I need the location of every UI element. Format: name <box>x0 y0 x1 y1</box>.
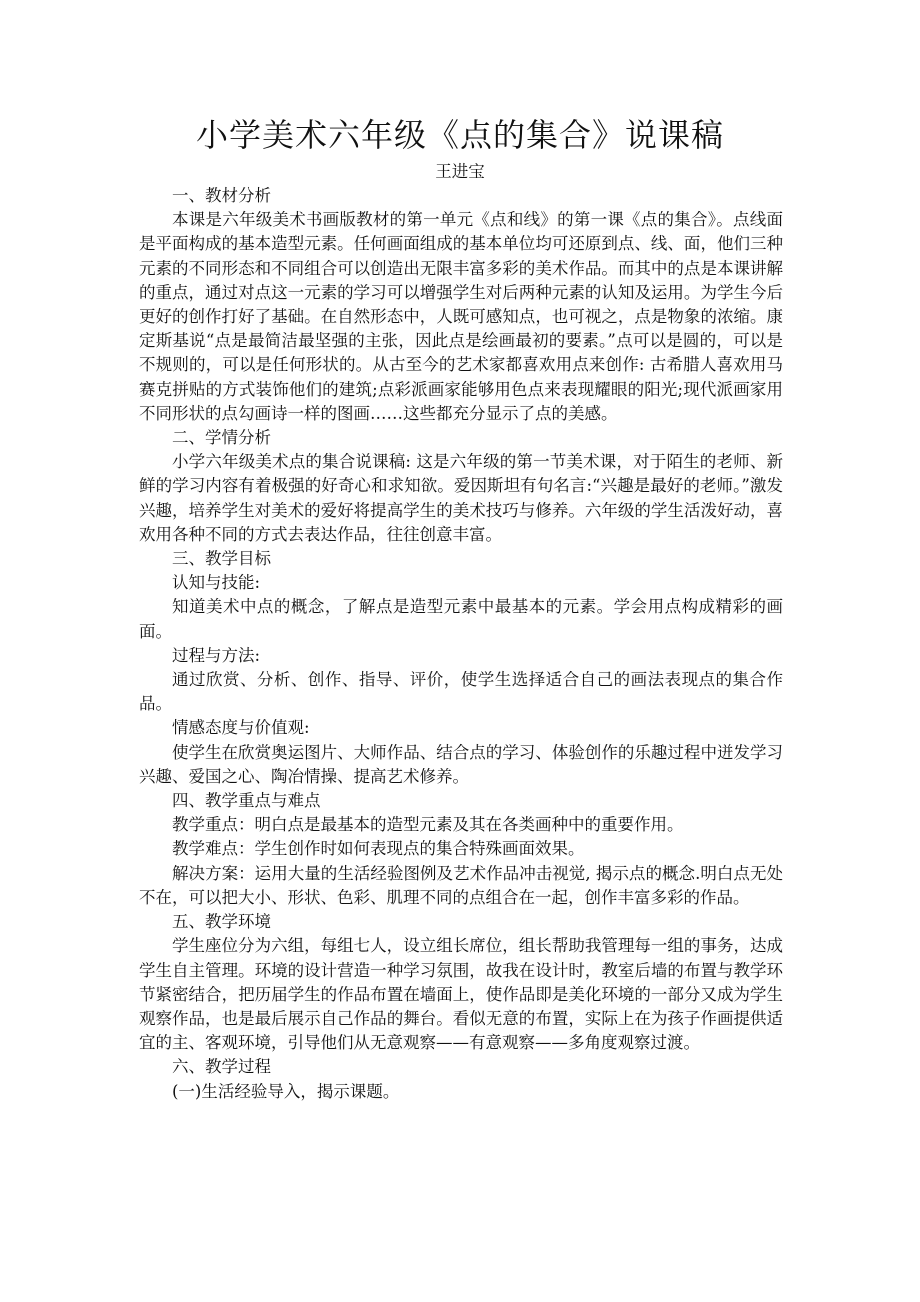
paragraph: 教学难点：学生创作时如何表现点的集合特殊画面效果。 <box>172 839 585 859</box>
paragraph: 使学生在欣赏奥运图片、大师作品、结合点的学习、体验创作的乐趣过程中迸发学习兴趣、爱国之心、陶冶情操、提高艺术修养。 <box>139 742 783 786</box>
section-heading: 三、教学目标 <box>172 549 271 569</box>
paragraph: 学生座位分为六组，每组七人，设立组长席位，组长帮助我管理每一组的事务，达成学生自主管理。环境的设计营造一种学习氛围，故我在设计时，教室后墙的布置与教学环节紧密结合，把历届学生的作品布置在墙面上，使作品即是美化环境的一部分又成为学生观察作品，也是最后展示自己作品的舞台。看似无意的布置，实际上在为孩子作画提供适宜的主、客观环境，引导他们从无意观察——有意观察——多角度观察过渡。 <box>139 936 783 1053</box>
paragraph: 解决方案：运用大量的生活经验图例及艺术作品冲击视觉, 揭示点的概念.明白点无处不在，可以把大小、形状、色彩、肌理不同的点组合在一起，创作丰富多彩的作品。 <box>139 863 783 907</box>
document-body <box>139 184 783 1104</box>
author-name: 王进宝 <box>435 162 485 181</box>
paragraph: 小学六年级美术点的集合说课稿: 这是六年级的第一节美术课，对于陌生的老师、新鲜的学习内容有着极强的好奇心和求知欲。爱因斯坦有句名言:“兴趣是最好的老师。”激发兴趣，培养学生对美术的爱好将提高学生的美术技巧与修养。六年级的学生活泼好动，喜欢用各种不同的方式去表达作品，往往创意丰富。 <box>139 452 783 544</box>
paragraph: 本课是六年级美术书画版教材的第一单元《点和线》的第一课《点的集合》。点线面是平面构成的基本造型元素。任何画面组成的基本单位均可还原到点、线、面，他们三种元素的不同形态和不同组合可以创造出无限丰富多彩的美术作品。而其中的点是本课讲解的重点，通过对点这一元素的学习可以增强学生对后两种元素的认知及运用。为学生今后更好的创作打好了基础。在自然形态中，人既可感知点，也可视之，点是物象的浓缩。康定斯基说“点是最简洁最坚强的主张，因此点是绘画最初的要素。”点可以是圆的，可以是不规则的，可以是任何形状的。从古至今的艺术家都喜欢用点来创作: 古希腊人喜欢用马赛克拼贴的方式装饰他们的建筑;点彩派画家能够用色点来表现耀眼的阳光;现代派画家用不同形状的点勾画诗一样的图画……这些都充分显示了点的美感。 <box>139 210 783 423</box>
section-heading: (一)生活经验导入，揭示课题。 <box>172 1081 400 1101</box>
section-heading: 五、教学环境 <box>172 912 271 932</box>
section-heading: 情感态度与价值观: <box>172 718 310 738</box>
section-heading: 认知与技能: <box>172 573 261 593</box>
paragraph: 教学重点：明白点是最基本的造型元素及其在各类画种中的重要作用。 <box>172 815 684 835</box>
section-heading: 过程与方法: <box>172 645 261 665</box>
document-title: 小学美术六年级《点的集合》说课稿 <box>195 116 724 154</box>
paragraph: 通过欣赏、分析、创作、指导、评价，使学生选择适合自己的画法表现点的集合作品。 <box>139 670 783 714</box>
paragraph: 知道美术中点的概念，了解点是造型元素中最基本的元素。学会用点构成精彩的画面。 <box>139 597 783 641</box>
section-heading: 六、教学过程 <box>172 1057 271 1077</box>
section-heading: 四、教学重点与难点 <box>172 791 321 811</box>
section-heading: 二、学情分析 <box>172 428 271 448</box>
section-heading: 一、教材分析 <box>172 186 271 205</box>
